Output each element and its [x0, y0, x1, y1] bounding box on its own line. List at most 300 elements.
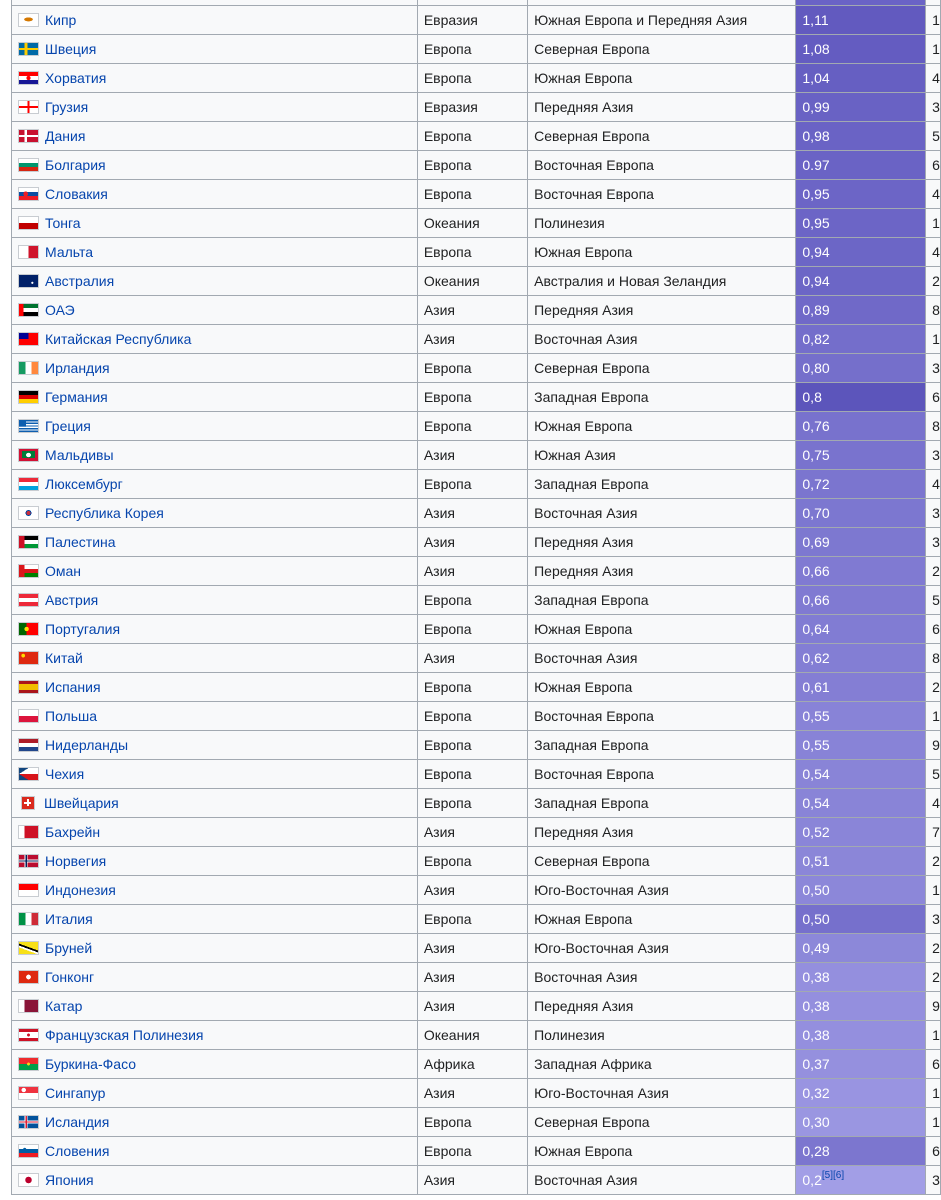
value-text: 0,75 [802, 447, 830, 463]
value-cell [796, 470, 926, 499]
continent-cell: Европа [417, 905, 527, 934]
extra-cell: 3 [926, 905, 941, 934]
poland-flag-icon [18, 709, 39, 723]
continent-cell: Европа [417, 122, 527, 151]
country-cell [12, 847, 418, 876]
extra-cell: 9 [926, 731, 941, 760]
georgia-flag-icon [18, 100, 39, 114]
country-cell [12, 615, 418, 644]
palestine-flag-icon [18, 535, 39, 549]
region-cell: Австралия и Новая Зеландия [528, 267, 796, 296]
country-link[interactable]: Греция [45, 418, 91, 434]
value-text: 0,94 [802, 244, 830, 260]
table-row [12, 905, 941, 934]
value-text: 0,54 [802, 766, 830, 782]
country-link[interactable]: ОАЭ [45, 302, 75, 318]
value-cell [796, 354, 926, 383]
country-link[interactable]: Австрия [45, 592, 99, 608]
country-cell [12, 470, 418, 499]
continent-cell: Европа [417, 412, 527, 441]
value-text: 0,69 [802, 534, 830, 550]
reference-link-text[interactable]: [5][6] [821, 1170, 845, 1181]
country-link[interactable]: Люксембург [45, 476, 123, 492]
region-cell: Передняя Азия [528, 93, 796, 122]
sweden-flag-icon [18, 42, 39, 56]
table-row [12, 1166, 941, 1195]
continent-cell: Европа [417, 151, 527, 180]
value-text: 0,8 [802, 389, 822, 405]
extra-cell: 2 [926, 934, 941, 963]
continent-cell: Азия [417, 1166, 527, 1195]
region-cell: Северная Европа [528, 35, 796, 64]
continent-cell: Европа [417, 383, 527, 412]
region-cell: Восточная Европа [528, 151, 796, 180]
table-row [12, 1079, 941, 1108]
region-cell: Восточная Азия [528, 644, 796, 673]
extra-cell: 1 [926, 35, 941, 64]
extra-cell: 1 [926, 1021, 941, 1050]
table-row [12, 847, 941, 876]
extra-cell: 9 [926, 992, 941, 1021]
extra-cell: 2 [926, 963, 941, 992]
value-cell [796, 905, 926, 934]
value-cell [796, 151, 926, 180]
extra-cell: 6 [926, 615, 941, 644]
brunei-flag-icon [18, 941, 39, 955]
table-row [12, 354, 941, 383]
country-cell [12, 93, 418, 122]
country-link[interactable]: Буркина-Фасо [45, 1056, 137, 1072]
country-link[interactable]: Республика Корея [45, 505, 164, 521]
table-row [12, 499, 941, 528]
value-text: 0,49 [802, 940, 830, 956]
country-link[interactable]: Мальдивы [45, 447, 114, 463]
value-text: 0,66 [802, 563, 830, 579]
extra-cell: 2 [926, 847, 941, 876]
country-cell [12, 354, 418, 383]
value-cell [796, 528, 926, 557]
germany-flag-icon [18, 390, 39, 404]
continent-cell: Азия [417, 325, 527, 354]
table-row [12, 267, 941, 296]
netherlands-flag-icon [18, 738, 39, 752]
table-row [12, 934, 941, 963]
extra-cell: 1 [926, 876, 941, 905]
uae-flag-icon [18, 303, 39, 317]
table-row [12, 702, 941, 731]
extra-cell: 3 [926, 93, 941, 122]
continent-cell: Европа [417, 789, 527, 818]
region-cell: Западная Африка [528, 1050, 796, 1079]
country-cell [12, 586, 418, 615]
country-link[interactable]: Индонезия [45, 882, 116, 898]
value-cell [796, 441, 926, 470]
indonesia-flag-icon [18, 883, 39, 897]
value-cell [796, 876, 926, 905]
table-row [12, 673, 941, 702]
slovakia-flag-icon [18, 187, 39, 201]
country-link[interactable]: Мальта [45, 244, 94, 260]
country-cell [12, 934, 418, 963]
extra-cell: 3 [926, 441, 941, 470]
country-link[interactable]: Грузия [45, 99, 89, 115]
extra-cell: 8 [926, 412, 941, 441]
country-link[interactable]: Исландия [45, 1114, 110, 1130]
region-cell: Южная Европа и Передняя Азия [528, 6, 796, 35]
country-link[interactable]: Ирландия [45, 360, 110, 376]
value-cell [796, 180, 926, 209]
oman-flag-icon [18, 564, 39, 578]
value-cell [796, 615, 926, 644]
region-cell: Полинезия [528, 1021, 796, 1050]
table-row [12, 470, 941, 499]
value-text: 0,98 [802, 128, 830, 144]
country-cell [12, 151, 418, 180]
region-cell: Передняя Азия [528, 557, 796, 586]
region-cell: Передняя Азия [528, 818, 796, 847]
extra-cell: 7 [926, 818, 941, 847]
country-link[interactable]: Бруней [45, 940, 93, 956]
extra-cell: 4 [926, 180, 941, 209]
korea-flag-icon [18, 506, 39, 520]
continent-cell: Европа [417, 354, 527, 383]
value-text: 0,82 [802, 331, 830, 347]
value-cell [796, 296, 926, 325]
value-cell [796, 1079, 926, 1108]
italy-flag-icon [18, 912, 39, 926]
country-cell [12, 122, 418, 151]
continent-cell: Евразия [417, 93, 527, 122]
country-link[interactable]: Норвегия [45, 853, 107, 869]
value-cell [796, 93, 926, 122]
value-text: 1,04 [802, 70, 830, 86]
value-text: 0,95 [802, 186, 830, 202]
country-link[interactable]: Германия [45, 389, 108, 405]
table-row [12, 557, 941, 586]
value-text: 1,11 [802, 12, 829, 28]
country-cell [12, 1079, 418, 1108]
country-cell [12, 296, 418, 325]
country-link[interactable]: Швеция [45, 41, 97, 57]
value-text: 0,51 [802, 853, 830, 869]
cyprus-flag-icon [18, 13, 39, 27]
spain-flag-icon [18, 680, 39, 694]
country-link[interactable]: Гонконг [45, 969, 95, 985]
region-cell: Южная Европа [528, 905, 796, 934]
value-text: 0,99 [802, 99, 830, 115]
value-text: 0,62 [802, 650, 830, 666]
value-text: 0,38 [802, 998, 830, 1014]
croatia-flag-icon [18, 71, 39, 85]
country-link[interactable]: Бахрейн [45, 824, 101, 840]
value-cell [796, 731, 926, 760]
value-cell [796, 1137, 926, 1166]
country-cell [12, 441, 418, 470]
value-text: 0,61 [802, 679, 830, 695]
country-link[interactable]: Италия [45, 911, 93, 927]
region-cell: Юго-Восточная Азия [528, 934, 796, 963]
greece-flag-icon [18, 419, 39, 433]
table-row [12, 238, 941, 267]
country-link[interactable]: Испания [45, 679, 101, 695]
country-cell [12, 1166, 418, 1195]
continent-cell: Азия [417, 876, 527, 905]
continent-cell: Европа [417, 615, 527, 644]
value-cell [796, 238, 926, 267]
value-cell [796, 1108, 926, 1137]
continent-cell: Европа [417, 847, 527, 876]
value-cell [796, 557, 926, 586]
region-cell: Южная Европа [528, 412, 796, 441]
value-text: 0,95 [802, 215, 830, 231]
french-polynesia-flag-icon [18, 1028, 39, 1042]
country-link[interactable]: Словакия [45, 186, 108, 202]
region-cell: Передняя Азия [528, 528, 796, 557]
continent-cell: Азия [417, 441, 527, 470]
extra-cell: 3 [926, 528, 941, 557]
country-link[interactable]: Япония [45, 1172, 94, 1188]
china-flag-icon [18, 651, 39, 665]
country-link[interactable]: Чехия [45, 766, 85, 782]
country-link[interactable]: Китайская Республика [45, 331, 192, 347]
value-text: 0,66 [802, 592, 830, 608]
continent-cell: Европа [417, 1137, 527, 1166]
country-link[interactable]: Нидерланды [45, 737, 129, 753]
table-row [12, 528, 941, 557]
region-cell: Южная Европа [528, 238, 796, 267]
country-link[interactable]: Катар [45, 998, 83, 1014]
country-cell [12, 383, 418, 412]
table-row [12, 93, 941, 122]
continent-cell: Азия [417, 934, 527, 963]
region-cell: Северная Европа [528, 847, 796, 876]
region-cell: Северная Европа [528, 122, 796, 151]
burkina-faso-flag-icon [18, 1057, 39, 1071]
denmark-flag-icon [18, 129, 39, 143]
extra-cell: 6 [926, 1137, 941, 1166]
value-cell [796, 702, 926, 731]
country-cell [12, 963, 418, 992]
extra-cell: 2 [926, 557, 941, 586]
region-cell: Западная Европа [528, 731, 796, 760]
value-text: 0,37 [802, 1056, 830, 1072]
value-text: 0,55 [802, 737, 830, 753]
continent-cell: Европа [417, 64, 527, 93]
continent-cell: Евразия [417, 6, 527, 35]
country-link[interactable]: Словения [45, 1143, 110, 1159]
country-link[interactable]: Болгария [45, 157, 106, 173]
region-cell: Восточная Азия [528, 963, 796, 992]
country-link[interactable]: Швейцария [44, 795, 119, 811]
value-cell [796, 6, 926, 35]
extra-cell: 1 [926, 1108, 941, 1137]
country-link[interactable]: Китай [45, 650, 83, 666]
country-link[interactable]: Хорватия [45, 70, 107, 86]
value-cell [796, 760, 926, 789]
value-text: 0,54 [802, 795, 830, 811]
continent-cell: Европа [417, 238, 527, 267]
value-cell [796, 325, 926, 354]
value-text: 0.97 [802, 157, 830, 173]
extra-cell: 6 [926, 151, 941, 180]
table-row [12, 151, 941, 180]
table-row [12, 615, 941, 644]
luxembourg-flag-icon [18, 477, 39, 491]
value-text: 0,72 [802, 476, 830, 492]
country-link[interactable]: Оман [45, 563, 82, 579]
country-cell [12, 760, 418, 789]
maldives-flag-icon [18, 448, 39, 462]
table-row [12, 35, 941, 64]
value-text: 0,94 [802, 273, 830, 289]
value-text: 0,28 [802, 1143, 830, 1159]
continent-cell: Азия [417, 818, 527, 847]
country-cell [12, 412, 418, 441]
tonga-flag-icon [18, 216, 39, 230]
country-cell [12, 702, 418, 731]
value-cell [796, 35, 926, 64]
country-cell [12, 1050, 418, 1079]
country-cell [12, 180, 418, 209]
iceland-flag-icon [18, 1115, 39, 1129]
malta-flag-icon [18, 245, 39, 259]
continent-cell: Европа [417, 673, 527, 702]
country-cell [12, 876, 418, 905]
japan-flag-icon [18, 1173, 39, 1187]
table-row [12, 992, 941, 1021]
continent-cell: Азия [417, 644, 527, 673]
table-row [12, 731, 941, 760]
country-link[interactable]: Кипр [45, 12, 77, 28]
extra-cell: 4 [926, 238, 941, 267]
table-row [12, 1108, 941, 1137]
bulgaria-flag-icon [18, 158, 39, 172]
value-cell [796, 673, 926, 702]
value-cell [796, 64, 926, 93]
country-cell [12, 499, 418, 528]
table-row [12, 789, 941, 818]
country-cell [12, 557, 418, 586]
table-row [12, 325, 941, 354]
region-cell: Южная Европа [528, 64, 796, 93]
extra-cell: 2 [926, 267, 941, 296]
country-link[interactable]: Палестина [45, 534, 116, 550]
value-cell [796, 992, 926, 1021]
continent-cell: Африка [417, 1050, 527, 1079]
table-row [12, 818, 941, 847]
value-cell [796, 122, 926, 151]
hongkong-flag-icon [18, 970, 39, 984]
value-cell [796, 586, 926, 615]
qatar-flag-icon [18, 999, 39, 1013]
extra-cell: 1 [926, 1079, 941, 1108]
extra-cell: 3 [926, 499, 941, 528]
table-row [12, 586, 941, 615]
country-cell [12, 731, 418, 760]
country-cell [12, 35, 418, 64]
taiwan-flag-icon [18, 332, 39, 346]
extra-cell: 5 [926, 122, 941, 151]
country-link[interactable]: Польша [45, 708, 98, 724]
value-cell [796, 847, 926, 876]
table-row [12, 1050, 941, 1079]
country-cell [12, 238, 418, 267]
country-cell [12, 64, 418, 93]
table-row [12, 122, 941, 151]
region-cell: Западная Европа [528, 789, 796, 818]
country-cell [12, 992, 418, 1021]
region-cell: Восточная Азия [528, 499, 796, 528]
country-link[interactable]: Австралия [45, 273, 115, 289]
region-cell: Восточная Европа [528, 760, 796, 789]
value-cell [796, 934, 926, 963]
extra-cell: 6 [926, 383, 941, 412]
table-row [12, 296, 941, 325]
value-cell [796, 644, 926, 673]
country-link[interactable]: Сингапур [45, 1085, 106, 1101]
value-cell [796, 1021, 926, 1050]
region-cell: Западная Европа [528, 586, 796, 615]
switzerland-flag-icon [21, 796, 35, 810]
table-row [12, 644, 941, 673]
country-link[interactable]: Французская Полинезия [45, 1027, 204, 1043]
region-cell: Южная Европа [528, 1137, 796, 1166]
extra-cell: 5 [926, 586, 941, 615]
region-cell: Южная Европа [528, 673, 796, 702]
continent-cell: Европа [417, 731, 527, 760]
region-cell: Южная Азия [528, 441, 796, 470]
continent-cell: Азия [417, 963, 527, 992]
country-cell [12, 673, 418, 702]
region-cell: Восточная Азия [528, 325, 796, 354]
extra-cell: 1 [926, 702, 941, 731]
value-cell [796, 412, 926, 441]
region-cell: Юго-Восточная Азия [528, 1079, 796, 1108]
country-cell [12, 325, 418, 354]
extra-cell: 1 [926, 325, 941, 354]
continent-cell: Европа [417, 760, 527, 789]
region-cell: Западная Европа [528, 470, 796, 499]
table-row [12, 1021, 941, 1050]
value-text: 0,64 [802, 621, 830, 637]
table-row [12, 876, 941, 905]
table-row [12, 6, 941, 35]
value-text: 0,52 [802, 824, 830, 840]
table-row [12, 412, 941, 441]
continent-cell: Азия [417, 296, 527, 325]
region-cell: Восточная Азия [528, 1166, 796, 1195]
value-text: 0,55 [802, 708, 830, 724]
country-cell [12, 1137, 418, 1166]
continent-cell: Европа [417, 35, 527, 64]
country-link[interactable]: Португалия [45, 621, 121, 637]
country-link[interactable]: Тонга [45, 215, 81, 231]
country-link[interactable]: Дания [45, 128, 86, 144]
reference-link[interactable] [822, 1170, 844, 1181]
table-row [12, 1137, 941, 1166]
country-cell [12, 209, 418, 238]
country-cell [12, 528, 418, 557]
countries-table [11, 0, 941, 1195]
slovenia-flag-icon [18, 1144, 39, 1158]
value-text: 1,08 [802, 41, 830, 57]
region-cell: Восточная Европа [528, 180, 796, 209]
extra-cell: 4 [926, 789, 941, 818]
extra-cell: 8 [926, 644, 941, 673]
region-cell: Юго-Восточная Азия [528, 876, 796, 905]
table-row [12, 963, 941, 992]
continent-cell: Азия [417, 557, 527, 586]
